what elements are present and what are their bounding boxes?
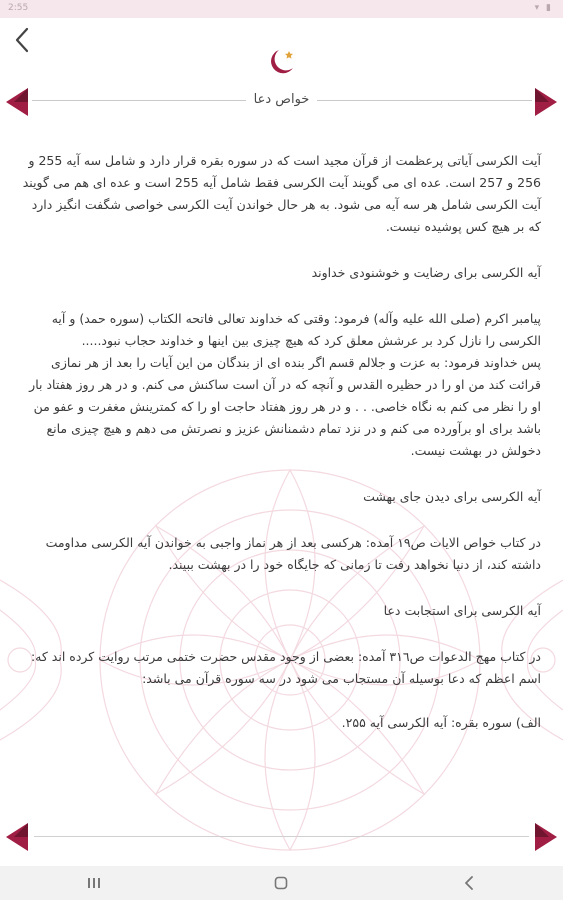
nav-recents-button[interactable] xyxy=(74,868,114,898)
footer-divider xyxy=(34,836,529,837)
section-heading: آیه الکرسی برای رضایت و خوشنودی خداوند xyxy=(311,265,541,280)
intro-paragraph: آیت الکرسی آیاتی پرعظمت از قرآن مجید است که در سوره بقره قرار دارد و شامل سه آیه 255 و 256 و 257 است. عده ای می گویند آیت الکرسی فقط شامل آیه 255 است و عده ای هم می گویند آیت الکرسی شامل هر سه آیه می شود. به هر حال خواندن آیت الکرسی خواصی شگفت انگیز دارد که بر هیچ کس پوشیده نیست. xyxy=(22,153,541,234)
system-nav-bar xyxy=(0,866,563,900)
paragraph: در کتاب مهج الدعوات ص٣١٦ آمده: بعضی از وجود مقدس حضرت ختمی مرتب روایت کرده اند که: اسم اعظم که دعا بوسیله آن مستجاب می شود در سه سوره قرآن می باشد: xyxy=(30,649,541,686)
section-heading: آیه الکرسی برای استجابت دعا xyxy=(383,603,541,618)
page-title xyxy=(0,92,563,107)
paragraph: الف) سوره بقره: آیه الکرسی آیه ٢۵۵. xyxy=(341,715,541,730)
home-icon xyxy=(273,875,289,891)
back-button[interactable] xyxy=(10,26,34,54)
section-heading: آیه الکرسی برای دیدن جای بهشت xyxy=(363,489,541,504)
footer-right-triangle xyxy=(535,823,557,851)
article-content xyxy=(22,150,541,734)
page-title-text: خواص دعا xyxy=(246,92,318,107)
nav-back-button[interactable] xyxy=(449,868,489,898)
footer-left-triangle xyxy=(6,823,28,851)
paragraph: پیامبر اکرم (صلی الله علیه وآله) فرمود: وقتی که خداوند تعالی فاتحه الکتاب (سوره حمد) و آیه الکرسی را نازل کرد بر عرشش معلق کرد که هیچ چیزی بین اینها و خداوند حجاب نبود..... xyxy=(51,311,541,348)
back-icon xyxy=(462,875,476,891)
paragraph: پس خداوند فرمود: به عزت و جلالم قسم اگر بنده ای از بندگان من این آیات را بعد از هر نمازی قرائت کند من او را در حظیره القدس و آنچه که در آن است ساکنش می کنم. و در هر روز هفتاد بار او را نظر می کنم به نگاه خاصی. . . و در هر روز هفتاد حاجت او را که کمترینش مغفرت و عفو من باشد برای او برآورده می کنم و در نزد تمام دشمنانش عزیز و نصرتش می دهم و هیچ چیزی مانع دخولش در بهشت نیست. xyxy=(29,355,541,458)
recents-icon xyxy=(86,876,102,890)
chevron-left-icon xyxy=(13,27,31,53)
crescent-moon-icon xyxy=(265,46,299,76)
status-icons: ▾ ▮ xyxy=(534,3,553,13)
nav-home-button[interactable] xyxy=(261,868,301,898)
status-time: 2:55 xyxy=(8,3,29,13)
paragraph: در کتاب خواص الایات ص١٩ آمده: هرکسی بعد از هر نماز واجبی به خواندن آیه الکرسی مداومت داشته کند، از دنیا نخواهد رفت تا زمانی که جایگاه خود را در بهشت ببیند. xyxy=(45,535,541,572)
status-bar xyxy=(0,0,563,18)
